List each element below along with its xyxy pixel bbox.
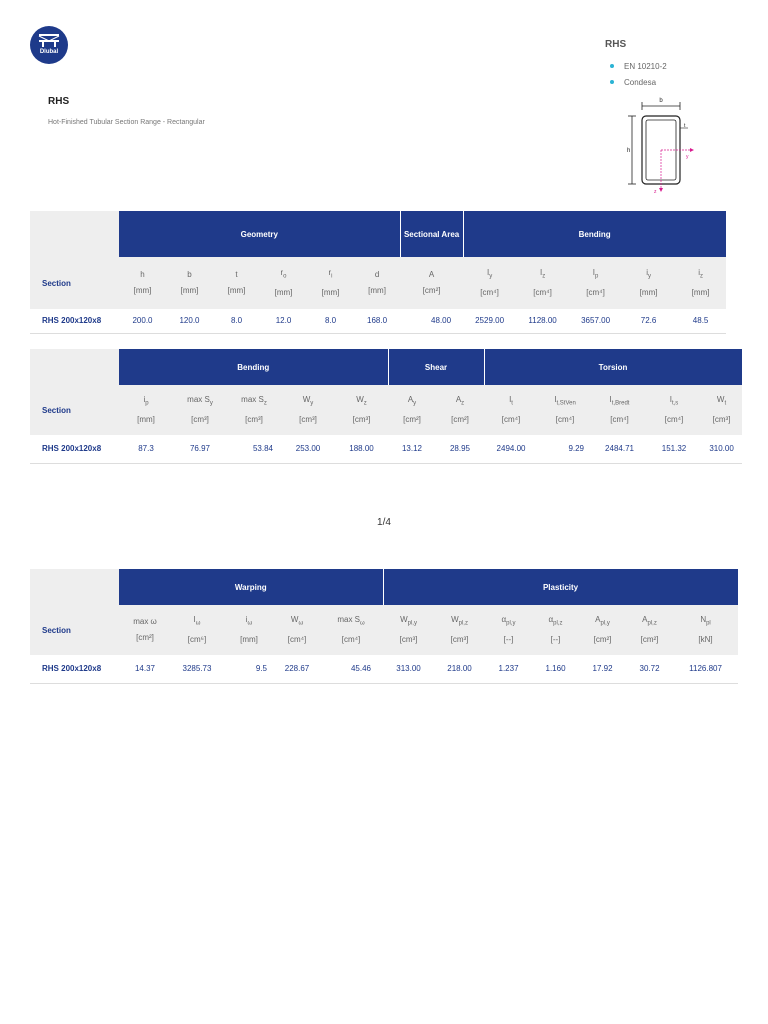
row-section-name: RHS 200x120x8	[30, 435, 119, 463]
column-header: $I_y$ [cm⁴]	[463, 257, 516, 309]
bridge-icon	[30, 26, 68, 64]
column-header: $i_p$ [mm]	[119, 385, 173, 435]
table-row: RHS 200x120x8 87.3 76.97 53.84 253.00 188.00 13.12 28.95 2494.00 9.29 2484.71 151.32 310.00	[30, 435, 742, 463]
table-row: RHS 200x120x8 14.37 3285.73 9.5 228.67 45.46 313.00 218.00 1.237 1.160 17.92 30.72 1126.807	[30, 655, 738, 683]
page-subtitle: Hot-Finished Tubular Section Range - Rectangular	[48, 119, 205, 126]
column-header: $I_\omega$ [cm⁶]	[171, 605, 223, 655]
column-header: $I_{t,Bredt}$ [cm⁴]	[592, 385, 647, 435]
page-title: RHS	[48, 96, 70, 107]
axis-y-label: y	[686, 154, 689, 160]
bullet-icon	[610, 64, 614, 68]
standards-list	[610, 58, 667, 90]
section-header: Section	[30, 605, 119, 655]
group-geometry: Geometry	[119, 211, 400, 257]
section-header: Section	[30, 385, 119, 435]
column-header: $W_{pl,y}$ [cm³]	[383, 605, 434, 655]
column-header: $r_o$ [mm]	[260, 257, 307, 309]
column-header: t [mm]	[213, 257, 260, 309]
bullet-icon	[610, 80, 614, 84]
column-header: $i_z$ [mm]	[675, 257, 726, 309]
group-plasticity: Plasticity	[383, 569, 738, 605]
column-header: $i_y$ [mm]	[622, 257, 675, 309]
column-header: $\max S_\omega$ [cm⁴]	[319, 605, 383, 655]
column-header: $\max S_y$ [cm³]	[173, 385, 227, 435]
column-header: $W_\omega$ [cm⁴]	[275, 605, 319, 655]
dim-t-label: t	[684, 123, 686, 129]
group-sectional-area: Sectional Area	[400, 211, 463, 257]
column-header: $A_{pl,z}$ [cm²]	[626, 605, 673, 655]
column-header: $W_{pl,z}$ [cm³]	[434, 605, 485, 655]
group-bending: Bending	[119, 349, 388, 385]
column-header: $I_t$ [cm⁴]	[484, 385, 538, 435]
properties-table-geometry	[30, 211, 727, 334]
properties-table-warping-plasticity	[30, 569, 739, 684]
row-section-name: RHS 200x120x8	[30, 655, 119, 683]
group-torsion: Torsion	[484, 349, 742, 385]
group-shear: Shear	[388, 349, 484, 385]
column-header: $I_{t,StVen}$ [cm⁴]	[538, 385, 592, 435]
column-header: $I_p$ [cm⁴]	[569, 257, 622, 309]
dlubal-logo	[30, 26, 68, 64]
dim-b-label: b	[659, 98, 663, 104]
side-title: RHS	[605, 39, 627, 50]
column-header: $A_z$ [cm²]	[436, 385, 484, 435]
column-header: d [mm]	[354, 257, 400, 309]
page-number: 1/4	[377, 517, 391, 528]
column-header: $\alpha_{pl,y}$ [--]	[485, 605, 532, 655]
list-item: EN 10210-2	[610, 58, 667, 74]
column-header: $W_t$ [cm³]	[701, 385, 742, 435]
column-header: $r_i$ [mm]	[307, 257, 354, 309]
logo-text: Dlubal	[39, 49, 59, 55]
column-header: $\alpha_{pl,z}$ [--]	[532, 605, 579, 655]
group-warping: Warping	[119, 569, 383, 605]
column-header: $A_y$ [cm²]	[388, 385, 436, 435]
axis-z-label: z	[654, 189, 657, 195]
column-header: $i_\omega$ [mm]	[223, 605, 275, 655]
properties-table-bending-shear-torsion	[30, 349, 743, 464]
column-header: $W_z$ [cm³]	[335, 385, 388, 435]
column-header: $W_y$ [cm³]	[281, 385, 335, 435]
column-header: max ω [cm²]	[119, 605, 171, 655]
column-header: $A_{pl,y}$ [cm²]	[579, 605, 626, 655]
column-header: h [mm]	[119, 257, 166, 309]
section-diagram	[620, 92, 700, 196]
column-header: b [mm]	[166, 257, 213, 309]
column-header: $\max S_z$ [cm³]	[227, 385, 281, 435]
dim-h-label: h	[627, 148, 631, 154]
column-header: A [cm²]	[400, 257, 463, 309]
column-header: $I_{t,s}$ [cm⁴]	[647, 385, 701, 435]
group-bending: Bending	[463, 211, 726, 257]
column-header: $I_z$ [cm⁴]	[516, 257, 569, 309]
list-item: Condesa	[610, 74, 667, 90]
row-section-name: RHS 200x120x8	[30, 309, 119, 333]
table-row: RHS 200x120x8 200.0 120.0 8.0 12.0 8.0 168.0 48.00 2529.00 1128.00 3657.00 72.6 48.5	[30, 309, 726, 333]
section-header: Section	[30, 257, 119, 309]
column-header: $N_{pl}$ [kN]	[673, 605, 738, 655]
